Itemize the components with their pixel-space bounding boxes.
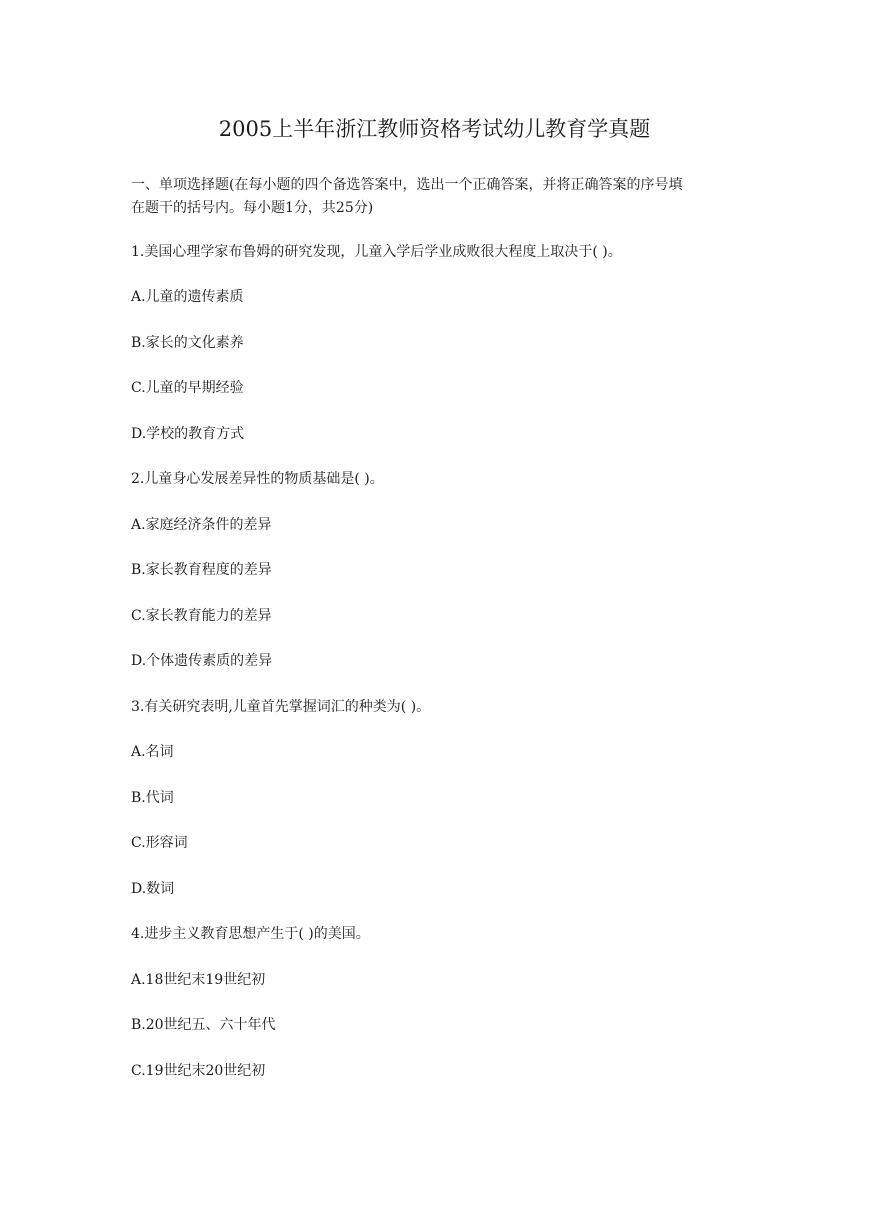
question-1-option-b: B.家长的文化素养 [131, 335, 244, 351]
question-2-option-d: D.个体遗传素质的差异 [131, 653, 273, 669]
question-1-option-a: A.儿童的遗传素质 [131, 289, 244, 305]
section-instructions [131, 174, 751, 220]
section-instructions-line-2: 在题干的括号内。每小题1分，共25分) [131, 200, 374, 216]
question-3-option-a: A.名词 [131, 744, 174, 760]
question-1-option-c: C.儿童的早期经验 [131, 380, 244, 396]
question-2-option-c: C.家长教育能力的差异 [131, 608, 272, 624]
question-4-option-a: A.18世纪末19世纪初 [131, 972, 266, 988]
question-4-option-b: B.20世纪五、六十年代 [131, 1017, 276, 1033]
question-1-option-d: D.学校的教育方式 [131, 426, 245, 442]
question-2-option-a: A.家庭经济条件的差异 [131, 517, 272, 533]
document-title: 2005上半年浙江教师资格考试幼儿教育学真题 [218, 117, 651, 141]
question-3-option-d: D.数词 [131, 881, 175, 897]
question-3-stem: 3.有关研究表明,儿童首先掌握词汇的种类为( )。 [131, 699, 431, 715]
question-3-option-b: B.代词 [131, 790, 174, 806]
question-1-stem: 1.美国心理学家布鲁姆的研究发现，儿童入学后学业成败很大程度上取决于( )。 [131, 244, 622, 260]
question-2-option-b: B.家长教育程度的差异 [131, 562, 272, 578]
question-4-stem: 4.进步主义教育思想产生于( )的美国。 [131, 926, 370, 942]
question-2-stem: 2.儿童身心发展差异性的物质基础是( )。 [131, 471, 384, 487]
question-3-option-c: C.形容词 [131, 835, 188, 851]
question-4-option-c: C.19世纪末20世纪初 [131, 1063, 266, 1079]
section-instructions-line-1: 一、单项选择题(在每小题的四个备选答案中，选出一个正确答案，并将正确答案的序号填 [131, 177, 683, 193]
